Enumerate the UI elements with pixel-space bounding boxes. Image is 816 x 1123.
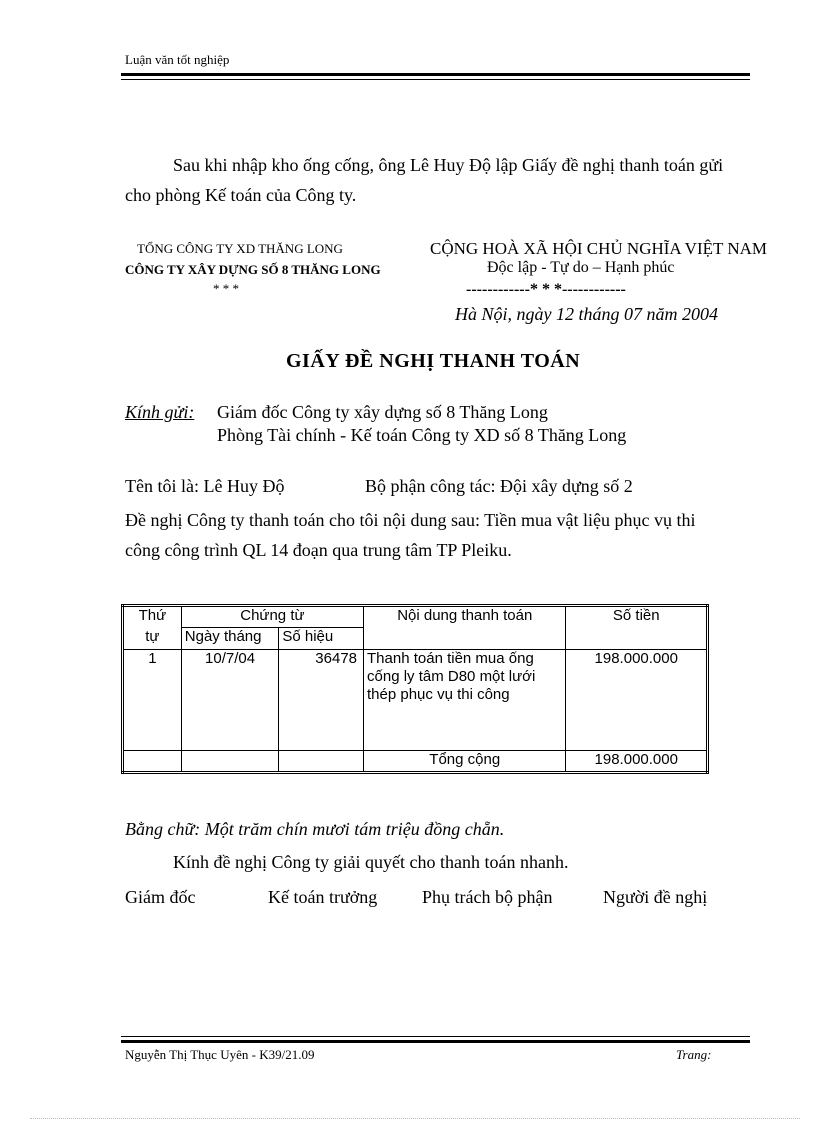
signature-dept-head: Phụ trách bộ phận — [422, 887, 553, 907]
signature-requester: Người đề nghị — [603, 887, 708, 907]
amount-in-words: Bằng chữ: Một trăm chín mươi tám triệu đồng chẵn. — [125, 819, 505, 839]
col-number-header: Số hiệu — [279, 628, 364, 650]
footer-author: Nguyễn Thị Thục Uyên - K39/21.09 — [125, 1047, 315, 1062]
page-header-title: Luận văn tốt nghiệp — [125, 52, 230, 67]
total-label: Tổng cộng — [364, 751, 566, 773]
recipient-label: Kính gửi: — [125, 402, 195, 422]
row-content-line-3: thép phục vụ thi công — [367, 686, 510, 703]
col-stt-header-1: Thứ — [123, 606, 182, 628]
requester-name: Tên tôi là: Lê Huy Độ — [125, 476, 285, 496]
intro-line-2: cho phòng Kế toán của Công ty. — [125, 185, 357, 205]
col-amount-header: Số tiền — [566, 606, 708, 650]
nation-motto: Độc lập - Tự do – Hạnh phúc — [487, 259, 675, 276]
total-empty-1 — [123, 751, 182, 773]
footer-page-label: Trang: — [676, 1047, 712, 1062]
document-date: Hà Nội, ngày 12 tháng 07 năm 2004 — [455, 304, 718, 324]
org-stars: * * * — [213, 281, 239, 296]
table-total-row — [123, 751, 708, 773]
page-edge-divider — [30, 1118, 800, 1119]
row-content-line-2: cống ly tâm D80 một lưới — [367, 668, 536, 685]
payment-table — [121, 604, 709, 774]
nation-divider: ------------* * *------------ — [466, 281, 626, 298]
table-header-row — [123, 606, 708, 628]
row-number: 36478 — [279, 650, 364, 751]
org-company: CÔNG TY XÂY DỰNG SỐ 8 THĂNG LONG — [125, 262, 381, 277]
nation-name: CỘNG HOÀ XÃ HỘI CHỦ NGHĨA VIỆT NAM — [430, 239, 768, 258]
total-empty-3 — [279, 751, 364, 773]
signature-chief-accountant: Kế toán trưởng — [268, 887, 378, 907]
request-line-1: Đề nghị Công ty thanh toán cho tôi nội dung sau: Tiền mua vật liệu phục vụ thi — [125, 510, 696, 530]
signature-director: Giám đốc — [125, 887, 196, 907]
recipient-line-2: Phòng Tài chính - Kế toán Công ty XD số 8 Thăng Long — [217, 425, 627, 445]
footer-rule-thick — [121, 1040, 750, 1043]
col-date-header: Ngày tháng — [181, 628, 279, 650]
intro-line-1: Sau khi nhập kho ống cống, ông Lê Huy Độ lập Giấy đề nghị thanh toán gửi — [173, 155, 724, 175]
closing-request: Kính đề nghị Công ty giải quyết cho thanh toán nhanh. — [173, 852, 569, 872]
total-amount: 198.000.000 — [566, 751, 708, 773]
total-empty-2 — [181, 751, 279, 773]
recipient-line-1: Giám đốc Công ty xây dựng số 8 Thăng Long — [217, 402, 548, 422]
table-row — [123, 650, 708, 751]
col-voucher-header: Chứng từ — [181, 606, 363, 628]
row-stt: 1 — [123, 650, 182, 751]
requester-department: Bộ phận công tác: Đội xây dựng số 2 — [365, 476, 633, 496]
request-line-2: công công trình QL 14 đoạn qua trung tâm TP Pleiku. — [125, 540, 512, 560]
col-content-header: Nội dung thanh toán — [364, 606, 566, 650]
row-content-line-1: Thanh toán tiền mua ống — [367, 650, 534, 667]
org-parent: TỔNG CÔNG TY XD THĂNG LONG — [137, 241, 343, 256]
footer-rule-thin — [121, 1036, 750, 1037]
col-stt-header-2: tự — [123, 628, 182, 650]
header-rule-thick — [121, 73, 750, 76]
row-content — [364, 650, 566, 751]
document-title: GIẤY ĐỀ NGHỊ THANH TOÁN — [286, 350, 581, 372]
header-rule-thin — [121, 79, 750, 80]
row-date: 10/7/04 — [181, 650, 279, 751]
row-amount: 198.000.000 — [566, 650, 708, 751]
